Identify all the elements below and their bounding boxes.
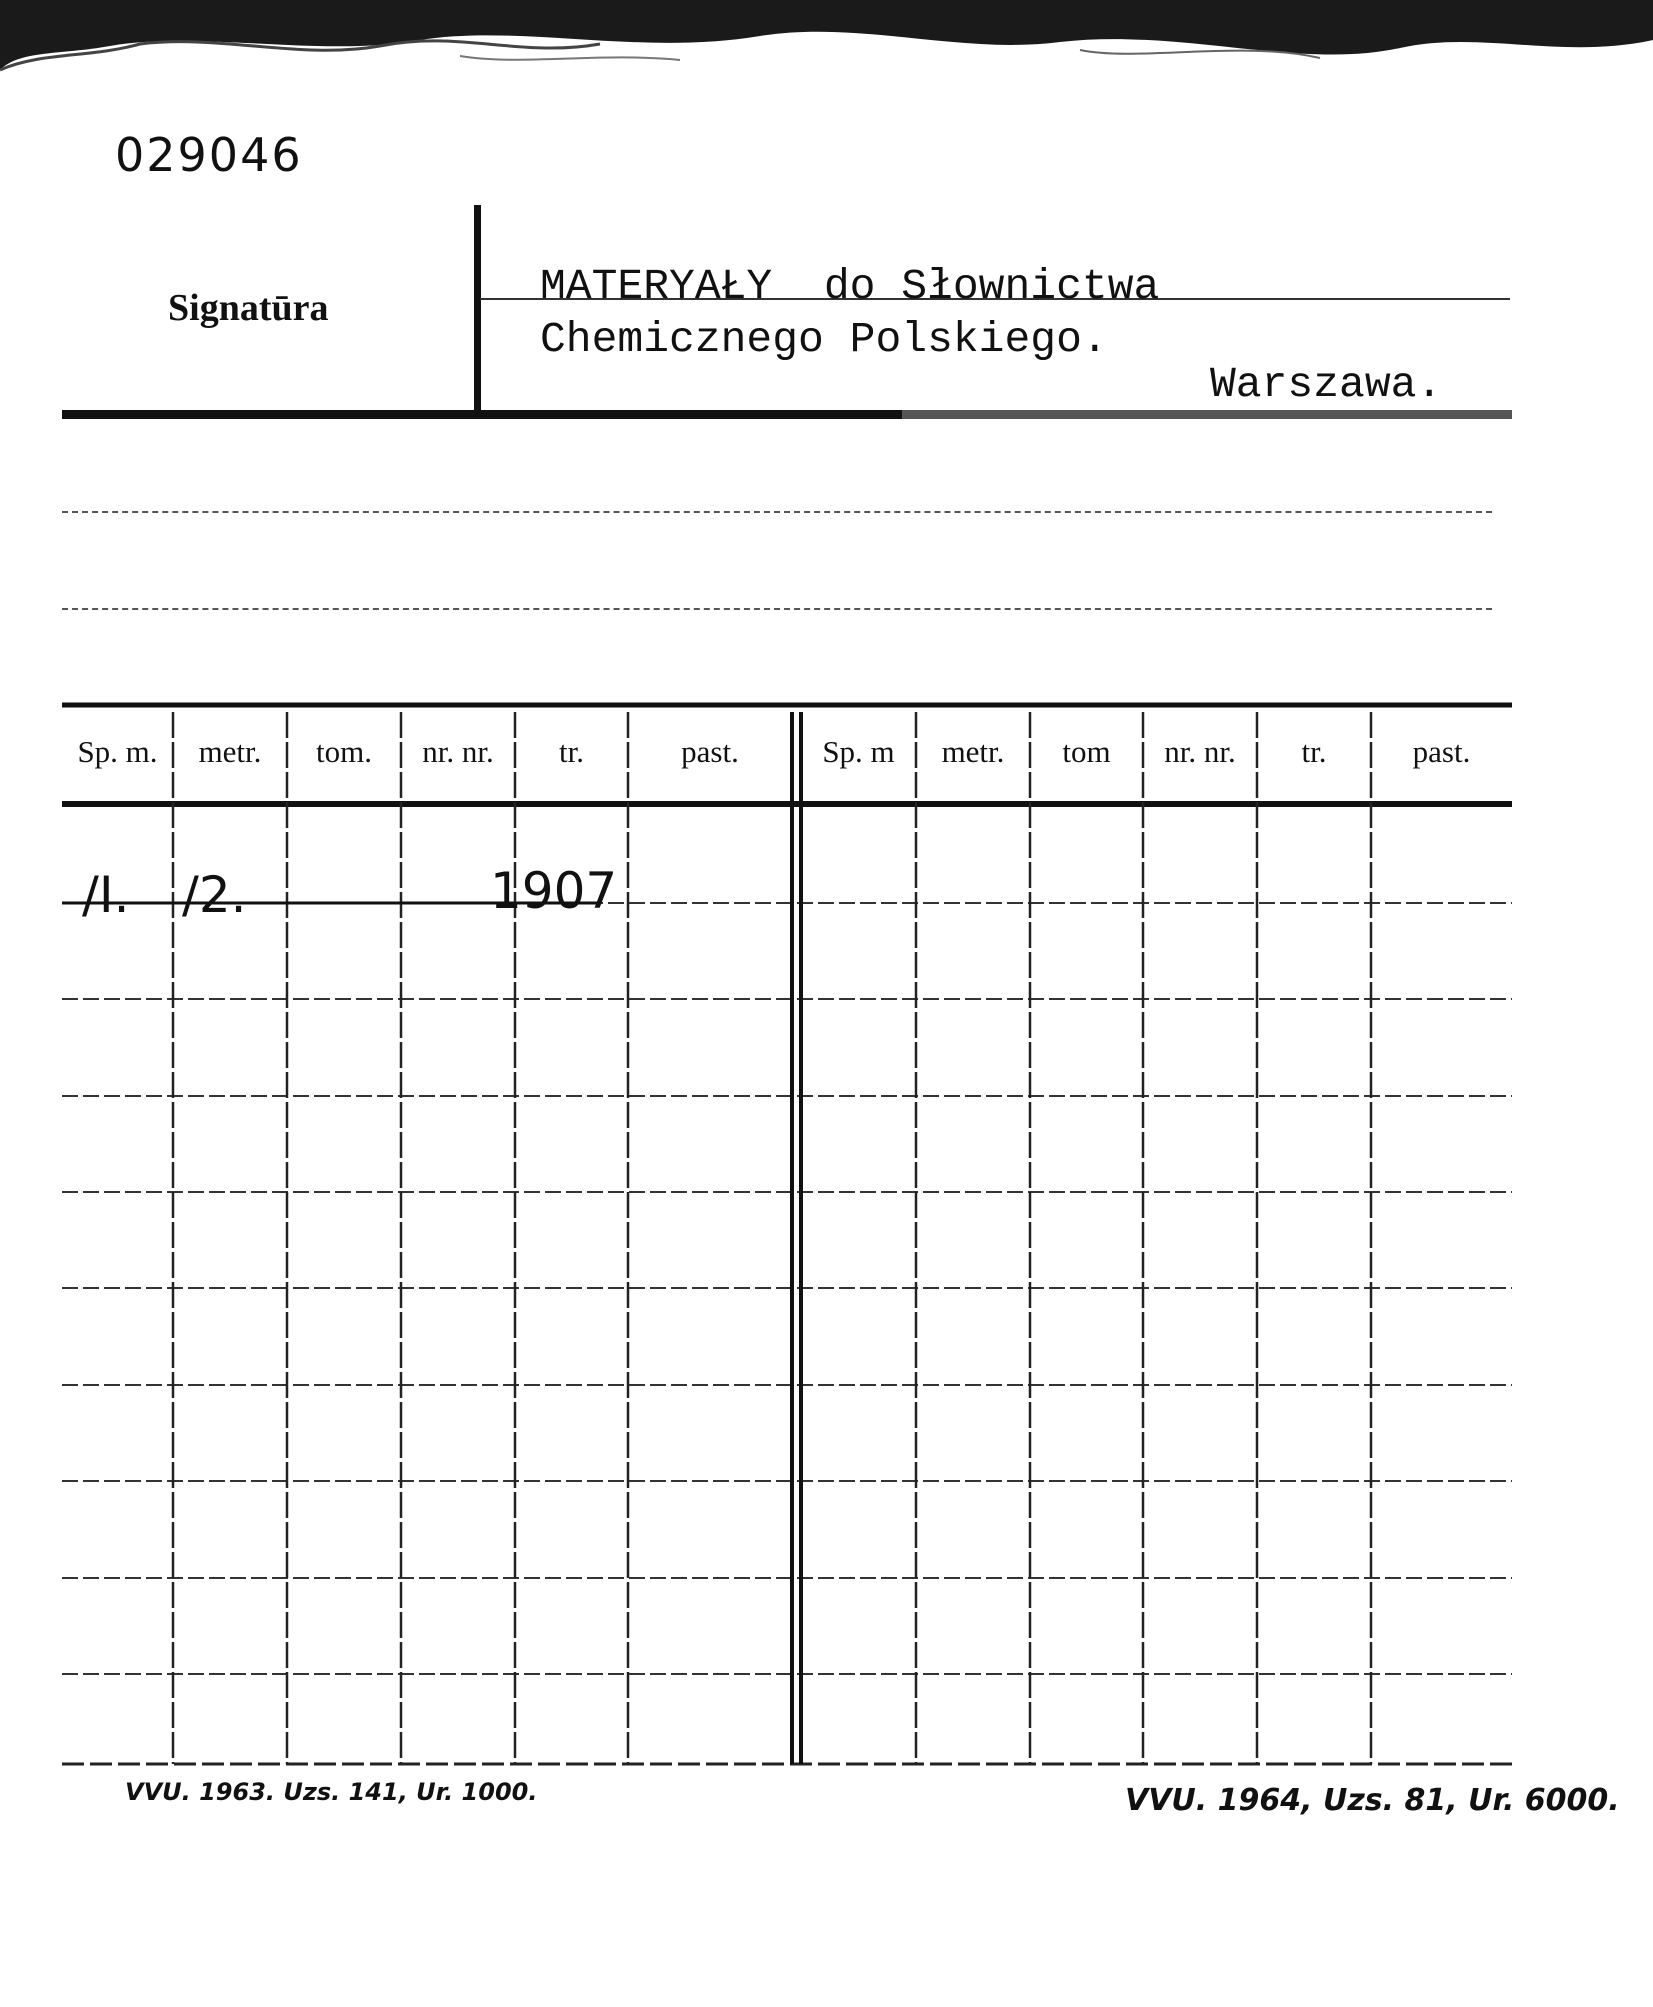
signatura-label: Signatūra xyxy=(168,287,329,329)
header-tom-left: tom. xyxy=(316,734,372,769)
header-tr-right: tr. xyxy=(1301,734,1327,769)
header-tom-right: tom xyxy=(1062,734,1111,769)
title-line-3: Warszawa. xyxy=(1210,360,1443,409)
entry-metr: /2. xyxy=(182,866,247,924)
header-past-right: past. xyxy=(1412,734,1471,769)
header-metr-right: metr. xyxy=(941,734,1005,769)
print-stamp-right: VVU. 1964, Uzs. 81, Ur. 6000. xyxy=(1125,1783,1620,1818)
title-line-2: Chemicznego Polskiego. xyxy=(540,315,1108,364)
header-sp-m-left: Sp. m. xyxy=(77,734,158,769)
header-nr-nr-right: nr. nr. xyxy=(1164,734,1236,769)
title-line-1: MATERYAŁY do Słownictwa xyxy=(540,262,1160,311)
header-metr-left: metr. xyxy=(198,734,262,769)
header-sp-m-right: Sp. m xyxy=(822,734,895,769)
header-tr-left: tr. xyxy=(559,734,584,769)
header-nr-nr-left: nr. nr. xyxy=(422,734,494,769)
print-stamp-left: VVU. 1963. Uzs. 141, Ur. 1000. xyxy=(125,1778,538,1806)
header-past-left: past. xyxy=(681,734,739,769)
entry-sp-m: /I. xyxy=(82,866,130,924)
card-number: 029046 xyxy=(115,128,303,182)
entry-year: 1907 xyxy=(490,862,618,920)
